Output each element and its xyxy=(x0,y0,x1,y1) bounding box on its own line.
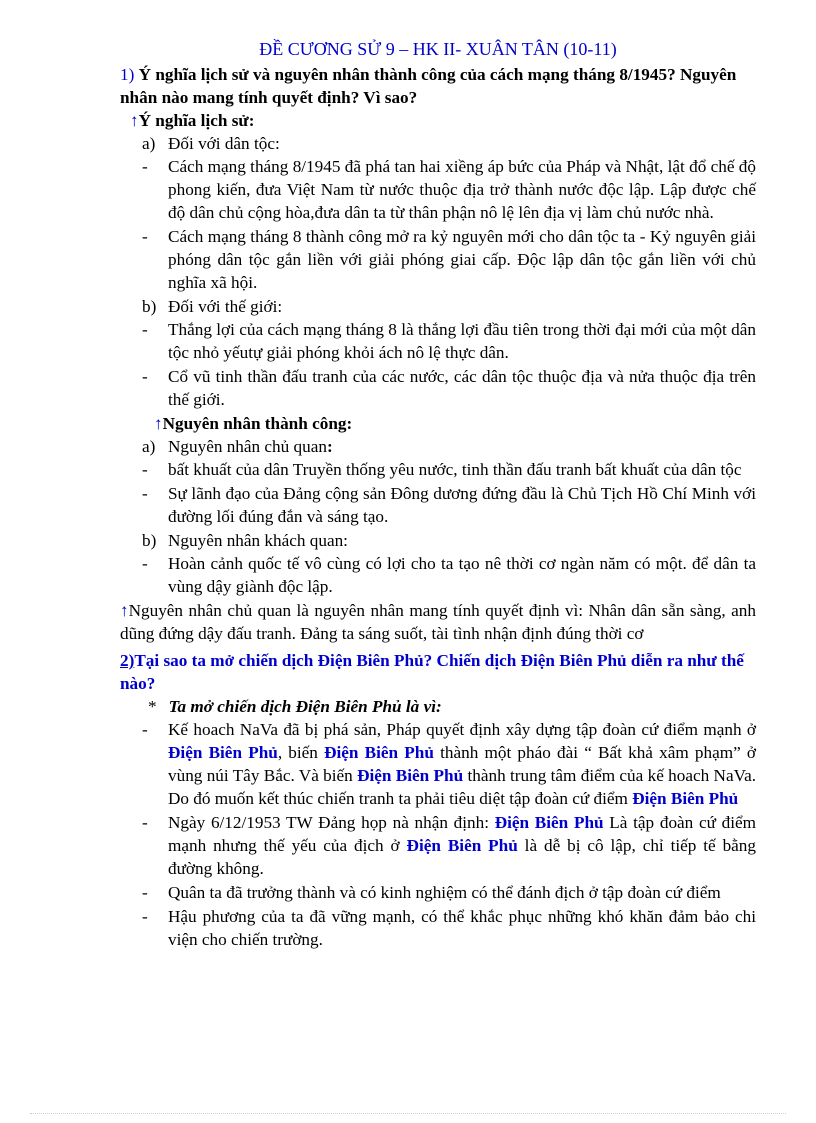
list-item xyxy=(120,155,756,224)
dash-bullet: - xyxy=(142,460,148,479)
list-item xyxy=(120,318,756,364)
list-item xyxy=(120,552,756,598)
arrow-up-icon: ↑ xyxy=(130,111,139,130)
dash-bullet: - xyxy=(142,554,148,573)
arrow-up-icon: ↑ xyxy=(120,601,129,620)
list-item xyxy=(120,225,756,294)
asterisk-marker: * xyxy=(148,697,157,716)
question-2 xyxy=(120,649,756,695)
list-label: b) xyxy=(142,531,157,550)
text-run: là dễ bị cô lập, chỉ tiếp tế bằng đường không. xyxy=(168,836,756,878)
subsection-text: Đối với dân tộc: xyxy=(168,134,280,153)
subsection-colon: : xyxy=(326,437,333,456)
question-1-number: 1) xyxy=(120,65,135,84)
list-item-text: Cách mạng tháng 8 thành công mở ra kỷ nguyên mới cho dân tộc ta - Kỷ nguyên giải phóng dân tộc gắn liền với giải phóng giai cấp. Độc lập dân tộc gắn liền với chủ nghĩa xã hội. xyxy=(168,227,756,292)
text-run: Kế hoach NaVa đã bị phá sản, Pháp quyết định xây dựng tập đoàn cứ điểm mạnh ở xyxy=(168,720,756,739)
list-label: b) xyxy=(142,297,157,316)
subsection-a xyxy=(142,435,756,458)
list-label: a) xyxy=(142,134,156,153)
subsection-text: Nguyên nhân chủ quan xyxy=(168,437,327,456)
list-item-text: Sự lãnh đạo của Đảng cộng sản Đông dương đứng đầu là Chủ Tịch Hồ Chí Minh với đường lối đúng đắn và sáng tạo. xyxy=(168,484,756,526)
subsection-text: Nguyên nhân khách quan: xyxy=(168,531,348,550)
section-heading: Ý nghĩa lịch sử: xyxy=(138,111,255,130)
subsection-text: Đối với thế giới: xyxy=(168,297,283,316)
list-item-text: Hậu phương của ta đã vững mạnh, có thể khắc phục những khó khăn đảm bảo chi viện cho chiến trường. xyxy=(168,907,756,949)
text-run: , biến xyxy=(277,743,325,762)
highlight-dien-bien-phu: Điện Biên Phủ xyxy=(357,766,464,785)
section-success-causes xyxy=(154,412,756,435)
list-item xyxy=(120,365,756,411)
dash-bullet: - xyxy=(142,157,148,176)
list-label: a) xyxy=(142,437,156,456)
dash-bullet: - xyxy=(142,883,148,902)
subsection-a xyxy=(142,132,756,155)
highlight-dien-bien-phu: Điện Biên Phủ xyxy=(168,743,278,762)
reasons-heading xyxy=(148,695,756,718)
question-1 xyxy=(120,63,756,109)
arrow-up-icon: ↑ xyxy=(154,414,163,433)
list-item xyxy=(120,811,756,880)
dash-bullet: - xyxy=(142,320,148,339)
list-item-text: Thắng lợi của cách mạng tháng 8 là thắng lợi đầu tiên trong thời đại mới của một dân tộc nhỏ yếutự giải phóng khỏi ách nô lệ thực dân. xyxy=(168,320,756,362)
list-item-text: Cổ vũ tinh thần đấu tranh của các nước, các dân tộc thuộc địa và nửa thuộc địa trên thế giới. xyxy=(168,367,756,409)
dash-bullet: - xyxy=(142,720,148,739)
question-1-text: Ý nghĩa lịch sử và nguyên nhân thành công của cách mạng tháng 8/1945? Nguyên nhân nào mang tính quyết định? Vì sao? xyxy=(120,65,737,107)
list-item xyxy=(120,482,756,528)
conclusion-paragraph xyxy=(120,599,756,645)
list-item xyxy=(120,905,756,951)
list-item xyxy=(120,881,756,904)
text-run: thành một pháo đài “ Bất khả xâm phạm” ở vùng núi Tây Bắc. Và biến xyxy=(168,743,756,785)
subsection-b xyxy=(142,295,756,318)
highlight-dien-bien-phu: Điện Biên Phủ xyxy=(324,743,434,762)
dash-bullet: - xyxy=(142,907,148,926)
text-run: Là tập đoàn cứ điểm mạnh nhưng thế yếu của địch ở xyxy=(168,813,756,855)
text-run: Ngày 6/12/1953 TW Đảng họp nà nhận định: xyxy=(168,813,495,832)
document-title: ĐỀ CƯƠNG SỬ 9 – HK II- XUÂN TÂN (10-11) xyxy=(259,39,617,59)
question-2-text: Tại sao ta mở chiến dịch Điện Biên Phủ? Chiến dịch Điện Biên Phủ diễn ra như thế nào? xyxy=(120,651,744,693)
document-page xyxy=(120,38,756,952)
dash-bullet: - xyxy=(142,813,148,832)
section-historical-meaning xyxy=(130,109,756,132)
subsection-b xyxy=(142,529,756,552)
dash-bullet: - xyxy=(142,484,148,503)
section-heading: Nguyên nhân thành công: xyxy=(162,414,353,433)
text-run: thành trung tâm điểm của kế hoach NaVa. Do đó muốn kết thúc chiến tranh ta phải tiêu diệt tập đoàn cứ điểm xyxy=(168,766,757,808)
highlight-dien-bien-phu: Điện Biên Phủ xyxy=(406,836,518,855)
highlight-dien-bien-phu: Điện Biên Phủ xyxy=(494,813,604,832)
list-item-text: Hoàn cảnh quốc tế vô cùng có lợi cho ta tạo nê thời cơ ngàn năm có một. để dân ta vùng dậy giành độc lập. xyxy=(168,554,756,596)
dash-bullet: - xyxy=(142,367,148,386)
conclusion-text: Nguyên nhân chủ quan là nguyên nhân mang tính quyết định vì: Nhân dân sẵn sàng, anh dũng đứng dậy đấu tranh. Đảng ta sáng suốt, tài tình nhận định đúng thời cơ xyxy=(120,601,756,643)
list-item xyxy=(120,718,756,810)
page-bottom-rule xyxy=(30,1113,786,1114)
list-item xyxy=(120,458,756,481)
list-item-text: bất khuất của dân Truyền thống yêu nước, tinh thần đấu tranh bất khuất của dân tộc xyxy=(168,460,742,479)
dash-bullet: - xyxy=(142,227,148,246)
list-item-text: Cách mạng tháng 8/1945 đã phá tan hai xiềng áp bức của Pháp và Nhật, lật đổ chế độ phong kiến, đưa Việt Nam từ nước thuộc địa trở thành nước độc lập. Lập được chế độ dân chủ cộng hòa,đưa dân ta từ thân phận nô lệ lên địa vị làm chủ nước nhà. xyxy=(168,157,756,222)
question-2-number: 2) xyxy=(120,651,135,670)
list-item-text: Quân ta đã trưởng thành và có kinh nghiệm có thể đánh địch ở tập đoàn cứ điểm xyxy=(168,883,721,902)
reasons-heading-text: Ta mở chiến dịch Điện Biên Phủ là vì: xyxy=(168,697,442,716)
highlight-dien-bien-phu: Điện Biên Phủ xyxy=(632,789,739,808)
